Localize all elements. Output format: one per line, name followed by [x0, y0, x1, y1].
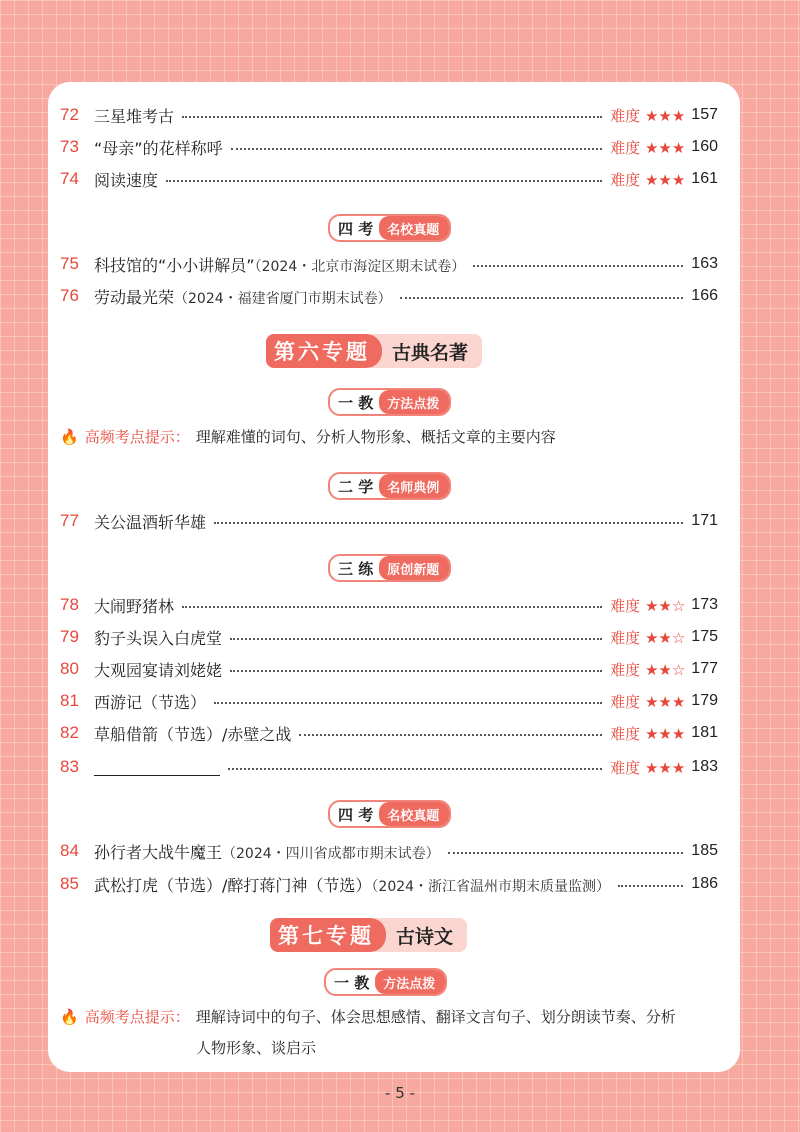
entry-title: 关公温酒斩华雄 [94, 512, 207, 532]
entry-title: 孙行者大战牛魔王（2024・四川省成都市期末试卷） [94, 842, 440, 862]
dot-leader [618, 885, 683, 887]
section-tag-yi-jiao: 一 教 方法点拨 [328, 388, 451, 416]
toc-entry-82[interactable] [60, 720, 718, 746]
toc-entry-79[interactable] [60, 624, 718, 650]
section-tag-si-kao-2: 四 考 名校真题 [328, 800, 451, 828]
entry-number: 72 [60, 105, 79, 124]
toc-entry-76[interactable] [60, 283, 718, 309]
toc-entry-80[interactable] [60, 656, 718, 682]
section-tag-er-xue: 二 学 名师典例 [328, 472, 451, 500]
toc-entry-83[interactable] [60, 754, 718, 780]
tip-topic6: 🔥 高频考点提示： 理解难懂的词句、分析人物形象、概括文章的主要内容 [60, 428, 556, 446]
entry-title: 大观园宴请刘姥姥 [94, 660, 223, 680]
difficulty-rating: 难度 ★★★ [610, 170, 686, 189]
entry-number: 84 [60, 841, 79, 860]
topic-banner-7: 第七专题 古诗文 [270, 918, 467, 952]
entry-number: 80 [60, 659, 79, 678]
entry-page: 161 [691, 170, 718, 187]
toc-entry-73[interactable] [60, 134, 718, 160]
difficulty-rating: 难度 ★★☆ [610, 660, 686, 679]
toc-entry-72[interactable] [60, 102, 718, 128]
entry-title: 大闹野猪林 [94, 596, 175, 616]
entry-number: 85 [60, 874, 79, 893]
entry-number: 79 [60, 627, 79, 646]
difficulty-rating: 难度 ★★★ [610, 758, 686, 777]
entry-number: 75 [60, 254, 79, 273]
entry-page: 157 [691, 106, 718, 123]
flame-icon: 🔥 [60, 428, 79, 446]
entry-title: 科技馆的“小小讲解员”（2024・北京市海淀区期末试卷） [94, 255, 466, 275]
entry-page: 186 [691, 875, 718, 892]
dot-leader [182, 606, 602, 608]
toc-entry-81[interactable] [60, 688, 718, 714]
section-tag-si-kao: 四 考 名校真题 [328, 214, 451, 242]
entry-title: “母亲”的花样称呼 [94, 138, 223, 158]
entry-title: 武松打虎（节选）/醉打蒋门神（节选）（2024・浙江省温州市期末质量监测） [94, 875, 611, 895]
entry-number: 81 [60, 691, 79, 710]
page-number: - 5 - [385, 1084, 415, 1102]
entry-title: 草船借箭（节选）/赤壁之战 [94, 724, 292, 744]
dot-leader [182, 116, 602, 118]
dot-leader [231, 148, 603, 150]
difficulty-rating: 难度 ★★★ [610, 106, 686, 125]
entry-page: 163 [691, 255, 718, 272]
entry-title: 阅读速度 [94, 170, 159, 190]
tip-topic7: 🔥 高频考点提示： 理解诗词中的句子、体会思想感情、翻译文言句子、划分朗读节奏、分析 人物形象、谈启示 [60, 1008, 676, 1057]
difficulty-rating: 难度 ★★☆ [610, 596, 686, 615]
entry-title: 劳动最光荣（2024・福建省厦门市期末试卷） [94, 287, 392, 307]
entry-title: 三星堆考古 [94, 106, 175, 126]
dot-leader [400, 297, 684, 299]
entry-number: 74 [60, 169, 79, 188]
dot-leader [230, 670, 602, 672]
difficulty-rating: 难度 ★★☆ [610, 628, 686, 647]
toc-entry-84[interactable] [60, 838, 718, 864]
difficulty-rating: 难度 ★★★ [610, 724, 686, 743]
dot-leader [299, 734, 602, 736]
toc-entry-77[interactable] [60, 508, 718, 534]
toc-entry-85[interactable] [60, 871, 718, 897]
entry-title: 西游记（节选） [94, 692, 207, 712]
entry-number: 82 [60, 723, 79, 742]
section-tag-san-lian: 三 练 原创新题 [328, 554, 451, 582]
entry-number: 78 [60, 595, 79, 614]
entry-page: 179 [691, 692, 718, 709]
topic-banner-6: 第六专题 古典名著 [266, 334, 482, 368]
entry-page: 181 [691, 724, 718, 741]
entry-page: 173 [691, 596, 718, 613]
toc-entry-75[interactable] [60, 251, 718, 277]
dot-leader [228, 768, 602, 770]
entry-page: 177 [691, 660, 718, 677]
entry-page: 160 [691, 138, 718, 155]
entry-page: 185 [691, 842, 718, 859]
dot-leader [473, 265, 683, 267]
difficulty-rating: 难度 ★★★ [610, 692, 686, 711]
dot-leader [166, 180, 602, 182]
difficulty-rating: 难度 ★★★ [610, 138, 686, 157]
entry-page: 183 [691, 758, 718, 775]
flame-icon: 🔥 [60, 1008, 79, 1026]
entry-page: 171 [691, 512, 718, 529]
content-panel [48, 82, 740, 1072]
entry-page: 175 [691, 628, 718, 645]
dot-leader [448, 852, 684, 854]
toc-entry-78[interactable] [60, 592, 718, 618]
blank-title-line[interactable] [94, 759, 220, 776]
entry-title: 豹子头误入白虎堂 [94, 628, 223, 648]
section-tag-yi-jiao-2: 一 教 方法点拨 [324, 968, 447, 996]
entry-page: 166 [691, 287, 718, 304]
toc-entry-74[interactable] [60, 166, 718, 192]
dot-leader [214, 522, 683, 524]
entry-number: 73 [60, 137, 79, 156]
dot-leader [214, 702, 602, 704]
entry-number: 77 [60, 511, 79, 530]
entry-number: 83 [60, 757, 79, 776]
entry-number: 76 [60, 286, 79, 305]
dot-leader [230, 638, 602, 640]
